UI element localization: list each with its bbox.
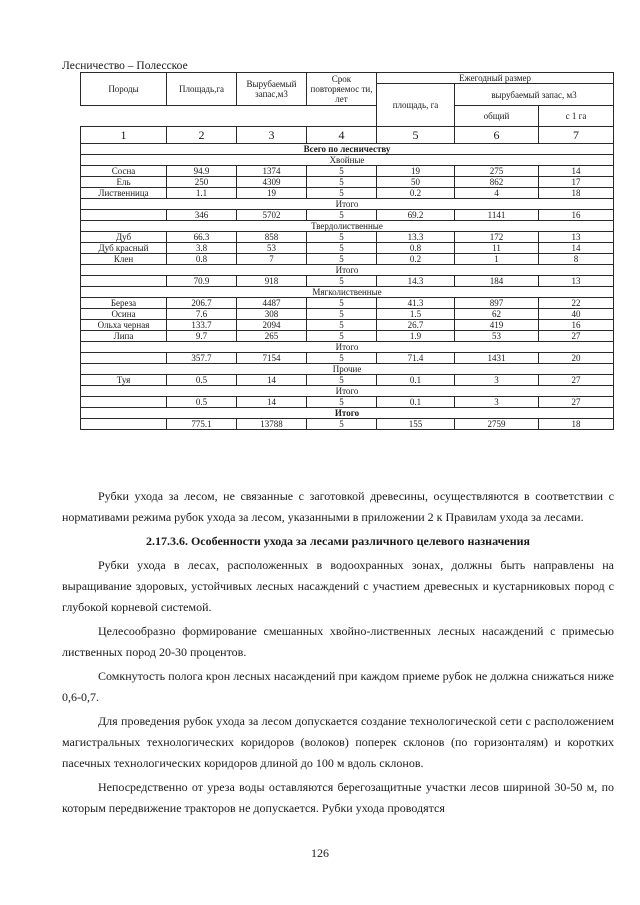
- table-cell: 0.5: [167, 375, 237, 386]
- table-cell: 41.3: [377, 298, 455, 309]
- table-cell: 14: [539, 243, 614, 254]
- table-cell: 862: [455, 177, 539, 188]
- table-cell: 1.1: [167, 188, 237, 199]
- header-annual-per-ha: с 1 га: [539, 106, 614, 127]
- table-subheader-row-2: [81, 106, 614, 127]
- paragraph: Целесообразно формирование смешанных хвойно-лиственных лесных насаждений с примесью лиственных пород 20-30 процентов.: [62, 624, 614, 659]
- table-cell: 0.8: [377, 243, 455, 254]
- table-cell: 18: [539, 188, 614, 199]
- table-cell: 19: [237, 188, 307, 199]
- table-cell: 19: [377, 166, 455, 177]
- table-cell: 250: [167, 177, 237, 188]
- table-cell: Ель: [81, 177, 167, 188]
- table-section-row: [81, 342, 614, 353]
- table-cell: [81, 419, 167, 430]
- body-text: [62, 486, 614, 822]
- table-cell: 1431: [455, 353, 539, 364]
- table-cell: 0.8: [167, 254, 237, 265]
- table-cell: Береза: [81, 298, 167, 309]
- table-cell: 16: [539, 320, 614, 331]
- paragraph: Рубки ухода в лесах, расположенных в водоохранных зонах, должны быть направлены на выращивание здоровых, устойчивых лесных насаждений с участием древесных и кустарниковых пород с глубокой корневой системой.: [62, 558, 614, 614]
- table-cell: 5: [307, 397, 377, 408]
- paragraph: Для проведения рубок ухода за лесом допускается создание технологической сети с расположением магистральных технологических коридоров (волоков) поперек склонов (по горизонталям) и коротких пасечных технологических коридоров длиной до 100 м вдоль склонов.: [62, 714, 614, 770]
- table-cell: Лиственница: [81, 188, 167, 199]
- column-number: 7: [539, 127, 614, 144]
- table-cell: 14: [539, 166, 614, 177]
- table-section-row: [81, 287, 614, 298]
- table-row: [81, 397, 614, 408]
- table-cell: 133.7: [167, 320, 237, 331]
- table-cell: 5: [307, 298, 377, 309]
- table-row: [81, 320, 614, 331]
- section-label: Твердолиственные: [81, 221, 614, 232]
- table-cell: 53: [455, 331, 539, 342]
- table-cell: 1.9: [377, 331, 455, 342]
- table-row: [81, 309, 614, 320]
- table-cell: 2759: [455, 419, 539, 430]
- paragraph: Сомкнутость полога крон лесных насаждений при каждом приеме рубок не должна снижаться ниже 0,6-0,7.: [62, 669, 614, 704]
- table-cell: 5: [307, 419, 377, 430]
- column-numbers-row: [81, 127, 614, 144]
- table-cell: 5: [307, 276, 377, 287]
- table-cell: 0.2: [377, 188, 455, 199]
- table-cell: Ольха черная: [81, 320, 167, 331]
- table-cell: 16: [539, 210, 614, 221]
- table-cell: 5: [307, 353, 377, 364]
- header-annual-total: общий: [455, 106, 539, 127]
- table-section-row: [81, 221, 614, 232]
- table-cell: 5: [307, 210, 377, 221]
- table-cell: 5: [307, 320, 377, 331]
- table-cell: 3.8: [167, 243, 237, 254]
- table-cell: 1141: [455, 210, 539, 221]
- table-cell: 71.4: [377, 353, 455, 364]
- table-cell: Осина: [81, 309, 167, 320]
- table-cell: Дуб: [81, 232, 167, 243]
- table-cell: 26.7: [377, 320, 455, 331]
- table-cell: 5: [307, 166, 377, 177]
- table-cell: 4487: [237, 298, 307, 309]
- table-section-row: [81, 155, 614, 166]
- table-cell: [81, 276, 167, 287]
- table-cell: 4: [455, 188, 539, 199]
- section-label: Итого: [81, 386, 614, 397]
- header-annual-area: площадь, га: [377, 84, 455, 127]
- table-section-row: [81, 199, 614, 210]
- table-cell: 1: [455, 254, 539, 265]
- table-cell: 0.1: [377, 397, 455, 408]
- table-cell: 7: [237, 254, 307, 265]
- table-cell: 5: [307, 243, 377, 254]
- table-row: [81, 419, 614, 430]
- table-section-row: [81, 364, 614, 375]
- table-cell: 7154: [237, 353, 307, 364]
- page-number: 126: [311, 846, 329, 860]
- section-label: Итого: [81, 265, 614, 276]
- table-cell: 0.5: [167, 397, 237, 408]
- table-cell: 0.1: [377, 375, 455, 386]
- table-cell: 357.7: [167, 353, 237, 364]
- table-cell: 897: [455, 298, 539, 309]
- table-cell: 40: [539, 309, 614, 320]
- table-row: [81, 177, 614, 188]
- table-cell: 5: [307, 309, 377, 320]
- table-cell: 419: [455, 320, 539, 331]
- table-row: [81, 232, 614, 243]
- forestry-title: Лесничество – Полесское: [62, 60, 188, 72]
- table-row: [81, 298, 614, 309]
- column-number: 1: [81, 127, 167, 144]
- table-row: [81, 188, 614, 199]
- table-cell: 775.1: [167, 419, 237, 430]
- table-cell: 0.2: [377, 254, 455, 265]
- table-cell: 5: [307, 375, 377, 386]
- section-label: Мягколиственные: [81, 287, 614, 298]
- table-cell: 94.9: [167, 166, 237, 177]
- table-header-row: [81, 73, 614, 84]
- header-annual: Ежегодный размер: [377, 73, 614, 84]
- table-cell: 308: [237, 309, 307, 320]
- column-number: 5: [377, 127, 455, 144]
- table-section-row: [81, 144, 614, 155]
- table-cell: 27: [539, 375, 614, 386]
- table-cell: 8: [539, 254, 614, 265]
- table-section-row: [81, 265, 614, 276]
- table-cell: Дуб красный: [81, 243, 167, 254]
- header-period: Срок повторяемос ти, лет: [307, 73, 377, 106]
- table-cell: 20: [539, 353, 614, 364]
- table-cell: 172: [455, 232, 539, 243]
- header-species: Породы: [81, 73, 167, 106]
- table-cell: 62: [455, 309, 539, 320]
- section-label: Хвойные: [81, 155, 614, 166]
- table-cell: 5: [307, 254, 377, 265]
- table-cell: 18: [539, 419, 614, 430]
- table-cell: 184: [455, 276, 539, 287]
- table-cell: 3: [455, 375, 539, 386]
- table-row: [81, 254, 614, 265]
- table-row: [81, 166, 614, 177]
- table-cell: 17: [539, 177, 614, 188]
- table-cell: 275: [455, 166, 539, 177]
- table-cell: Липа: [81, 331, 167, 342]
- table-cell: 14: [237, 397, 307, 408]
- table-cell: 27: [539, 331, 614, 342]
- table-cell: 7.6: [167, 309, 237, 320]
- header-area: Площадь,га: [167, 73, 237, 106]
- table-cell: 13: [539, 232, 614, 243]
- table-row: [81, 331, 614, 342]
- table-cell: 265: [237, 331, 307, 342]
- table-cell: 9.7: [167, 331, 237, 342]
- table-cell: 5: [307, 188, 377, 199]
- table-cell: [81, 210, 167, 221]
- column-number: 2: [167, 127, 237, 144]
- column-number: 4: [307, 127, 377, 144]
- section-label: Итого: [81, 199, 614, 210]
- table-cell: 346: [167, 210, 237, 221]
- table-cell: 66.3: [167, 232, 237, 243]
- allowable-cut-table: [80, 72, 614, 430]
- column-number: 6: [455, 127, 539, 144]
- section-label: Итого: [81, 342, 614, 353]
- table-row: [81, 276, 614, 287]
- header-stock: Вырубаемый запас,м3: [237, 73, 307, 106]
- table-cell: 22: [539, 298, 614, 309]
- table-cell: 11: [455, 243, 539, 254]
- table-row: [81, 210, 614, 221]
- header-annual-stock: вырубаемый запас, м3: [455, 84, 614, 106]
- table-cell: 2094: [237, 320, 307, 331]
- section-label: Всего по лесничеству: [81, 144, 614, 155]
- table-cell: Туя: [81, 375, 167, 386]
- table-cell: 858: [237, 232, 307, 243]
- table-cell: [81, 353, 167, 364]
- section-heading: 2.17.3.6. Особенности ухода за лесами различного целевого назначения: [145, 534, 531, 548]
- table-section-row: [81, 408, 614, 419]
- table-cell: 13.3: [377, 232, 455, 243]
- table-cell: 5702: [237, 210, 307, 221]
- table-cell: 53: [237, 243, 307, 254]
- section-label: Итого: [81, 408, 614, 419]
- table-cell: 13788: [237, 419, 307, 430]
- paragraph: Рубки ухода за лесом, не связанные с заготовкой древесины, осуществляются в соответствии с нормативами режима рубок ухода за лесом, указанными в приложении 2 к Правилам ухода за лесами.: [62, 489, 614, 524]
- table-cell: [81, 397, 167, 408]
- table-cell: Сосна: [81, 166, 167, 177]
- table-cell: 5: [307, 232, 377, 243]
- table-cell: Клен: [81, 254, 167, 265]
- table-row: [81, 375, 614, 386]
- section-label: Прочие: [81, 364, 614, 375]
- table-cell: 918: [237, 276, 307, 287]
- table-cell: 13: [539, 276, 614, 287]
- column-number: 3: [237, 127, 307, 144]
- table-cell: 4309: [237, 177, 307, 188]
- table-cell: 69.2: [377, 210, 455, 221]
- table-cell: 1.5: [377, 309, 455, 320]
- table-cell: 3: [455, 397, 539, 408]
- table-cell: 155: [377, 419, 455, 430]
- table-cell: 50: [377, 177, 455, 188]
- table-cell: 27: [539, 397, 614, 408]
- table-cell: 5: [307, 177, 377, 188]
- table-row: [81, 243, 614, 254]
- table-row: [81, 353, 614, 364]
- table-cell: 14: [237, 375, 307, 386]
- table-cell: 1374: [237, 166, 307, 177]
- paragraph: Непосредственно от уреза воды оставляются берегозащитные участки лесов шириной 30-50 м, по которым передвижение тракторов не допускается. Рубки ухода проводятся: [62, 780, 614, 815]
- table-cell: 206.7: [167, 298, 237, 309]
- table-section-row: [81, 386, 614, 397]
- table-cell: 5: [307, 331, 377, 342]
- table-cell: 14.3: [377, 276, 455, 287]
- table-cell: 70.9: [167, 276, 237, 287]
